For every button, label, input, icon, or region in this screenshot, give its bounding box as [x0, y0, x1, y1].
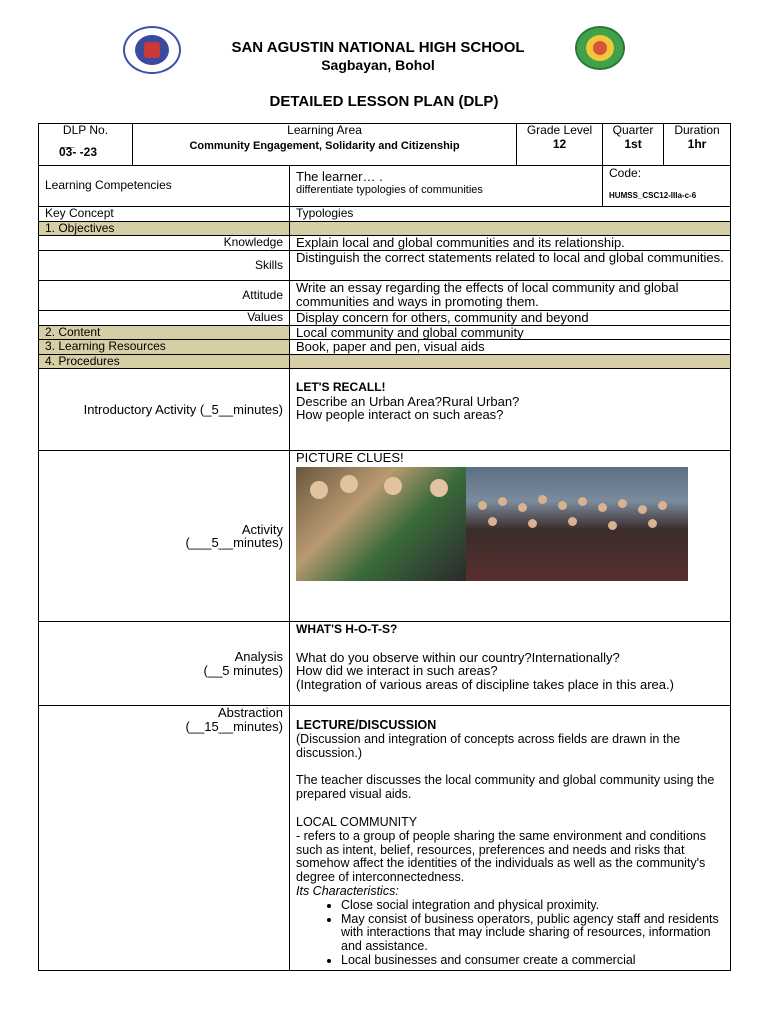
abstraction-minutes: (__15__minutes): [185, 718, 283, 734]
intro-activity-cell: [290, 369, 731, 451]
procedures-heading: 4. Procedures: [39, 354, 290, 369]
analysis-row: [39, 622, 731, 706]
abstraction-p2: The teacher discusses the local community and global community using the prepared visual aids.: [296, 773, 715, 802]
analysis-line1: What do you observe within our country?Internationally?: [296, 649, 620, 665]
intro-activity-title: LET'S RECALL!: [296, 380, 386, 394]
skills-label: Skills: [39, 251, 290, 281]
activity-cell: [290, 451, 731, 622]
activity-title: PICTURE CLUES!: [296, 450, 404, 465]
objectives-heading: 1. Objectives: [39, 221, 290, 236]
activity-label: Activity: [241, 521, 283, 537]
analysis-minutes: (__5 minutes): [203, 662, 283, 678]
values-value: Display concern for others, community and beyond: [290, 311, 731, 326]
code-cell: [603, 166, 731, 207]
abstraction-p1: (Discussion and integration of concepts across fields are drawn in the discussion.): [296, 731, 681, 760]
key-concept-value: Typologies: [290, 207, 731, 222]
values-label: Values: [39, 311, 290, 326]
grade-level-value: 12: [552, 136, 567, 151]
code-label: Code:: [609, 166, 642, 180]
learning-area-cell: [133, 124, 517, 166]
abstraction-title: LECTURE/DISCUSSION: [296, 718, 437, 732]
competencies-learner: The learner… .: [296, 169, 383, 184]
analysis-line3: (Integration of various areas of discipline takes place in this area.): [296, 676, 674, 692]
list-item: • Close social integration and physical proximity.: [341, 899, 724, 913]
analysis-line2: How did we interact in such areas?: [296, 663, 498, 678]
key-concept-row: [39, 207, 731, 222]
school-location: Sagbayan, Bohol: [321, 57, 435, 73]
picture-clues: [296, 467, 724, 581]
knowledge-row: [39, 236, 731, 251]
local-community-heading: LOCAL COMMUNITY: [296, 814, 418, 829]
duration-value: 1hr: [687, 136, 707, 151]
abstraction-row: [39, 706, 731, 971]
analysis-label: Analysis: [234, 649, 283, 664]
intro-activity-line1: Describe an Urban Area?Rural Urban?: [296, 393, 520, 409]
attitude-row: [39, 281, 731, 311]
learning-area-value: Community Engagement, Solidarity and Citizenship: [189, 139, 460, 152]
content-heading: 2. Content: [39, 325, 290, 340]
characteristics-list: [296, 899, 724, 968]
knowledge-value: Explain local and global communities and its relationship.: [290, 236, 731, 251]
resources-heading: 3. Learning Resources: [39, 340, 290, 355]
resources-row: [39, 340, 731, 355]
procedures-heading-blank: [290, 354, 731, 369]
competencies-label: Learning Competencies: [39, 166, 290, 207]
resources-value: Book, paper and pen, visual aids: [290, 340, 731, 355]
lesson-plan-table: [38, 123, 731, 971]
abstraction-label: Abstraction: [217, 705, 283, 720]
duration-label: Duration: [674, 123, 720, 137]
key-concept-label: Key Concept: [39, 207, 290, 222]
students-photo: [296, 467, 466, 581]
list-item: • Local businesses and consumer create a commercial: [341, 954, 724, 968]
attitude-value: Write an essay regarding the effects of local community and global communities and ways in promoting them.: [290, 281, 731, 311]
values-row: [39, 311, 731, 326]
competencies-text: differentiate typologies of communities: [296, 183, 483, 196]
content-row: [39, 325, 731, 340]
code-value: HUMSS_CSC12-IIIa-c-6: [609, 190, 697, 200]
local-community-definition: - refers to a group of people sharing the same environment and conditions such as intent, belief, resources, preferences and needs and risks that somehow affect the identities of the individuals as well as the community's degree of interconnectedness.: [296, 828, 706, 885]
activity-label-cell: [39, 451, 290, 622]
competencies-cell: [290, 166, 603, 207]
grade-level-cell: [517, 124, 603, 166]
analysis-title: WHAT'S H-O-T-S?: [296, 622, 398, 636]
dlp-number-label: DLP No.: [62, 123, 109, 137]
grade-level-label: Grade Level: [526, 123, 593, 137]
intro-activity-row: [39, 369, 731, 451]
analysis-label-cell: [39, 622, 290, 706]
dlp-number-value: 03- -23: [59, 144, 98, 159]
duration-cell: [664, 124, 731, 166]
info-row: [39, 124, 731, 166]
document-title: DETAILED LESSON PLAN (DLP): [269, 93, 499, 110]
intro-activity-label: Introductory Activity (_5__minutes): [39, 369, 290, 451]
objectives-heading-row: [39, 221, 731, 236]
crowd-photo: [466, 467, 688, 581]
competencies-row: [39, 166, 731, 207]
quarter-label: Quarter: [612, 123, 654, 137]
quarter-cell: [603, 124, 664, 166]
intro-activity-line2: How people interact on such areas?: [296, 407, 504, 422]
abstraction-label-cell: [39, 706, 290, 971]
analysis-cell: [290, 622, 731, 706]
skills-row: [39, 251, 731, 281]
learning-area-label: Learning Area: [287, 123, 362, 137]
knowledge-label: Knowledge: [39, 236, 290, 251]
abstraction-cell: [290, 706, 731, 971]
attitude-label: Attitude: [39, 281, 290, 311]
dlp-number-cell: [39, 124, 133, 166]
objectives-heading-blank: [290, 221, 731, 236]
activity-minutes: (___5__minutes): [185, 535, 283, 550]
quarter-value: 1st: [624, 136, 642, 151]
dlp-number-blank: __: [61, 134, 75, 149]
procedures-heading-row: [39, 354, 731, 369]
school-name: SAN AGUSTIN NATIONAL HIGH SCHOOL: [231, 39, 525, 56]
skills-value: Distinguish the correct statements related to local and global communities.: [290, 251, 731, 281]
characteristics-label: Its Characteristics:: [296, 883, 399, 898]
list-item: • May consist of business operators, public agency staff and residents with interactions that may include sharing of resources, information and assistance.: [341, 913, 724, 954]
activity-row: [39, 451, 731, 622]
content-value: Local community and global community: [290, 325, 731, 340]
